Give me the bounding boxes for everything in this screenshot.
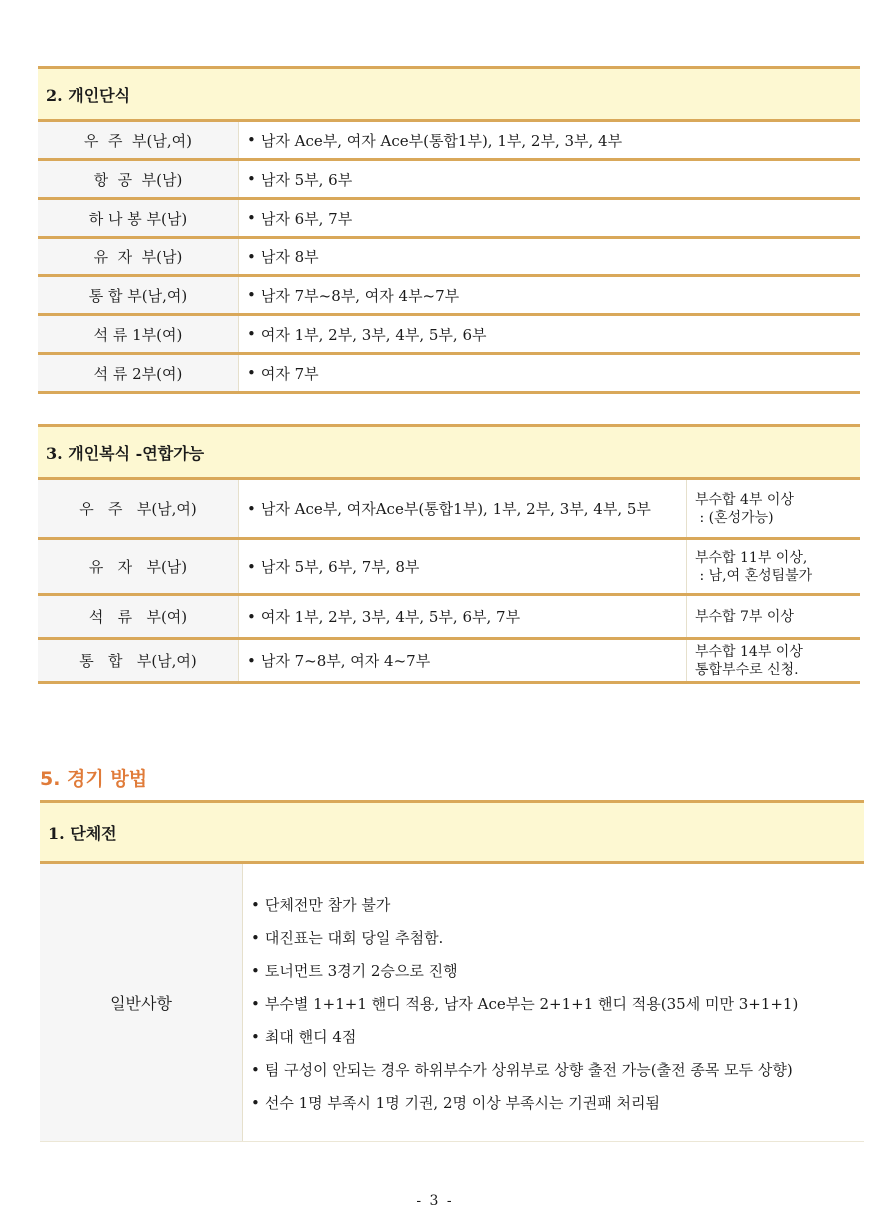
- division-note: [686, 480, 860, 537]
- table-row: [38, 161, 860, 200]
- division-note: [686, 540, 860, 593]
- note-line: : 남,여 혼성팀불가: [695, 567, 813, 584]
- bullet-icon: •: [247, 557, 256, 576]
- bullet-icon: •: [247, 247, 256, 266]
- team-body: [40, 864, 864, 1142]
- bullet-icon: •: [251, 1028, 260, 1046]
- division-content: • 남자 5부, 6부, 7부, 8부: [247, 557, 420, 576]
- note-line: 부수합 11부 이상,: [695, 549, 808, 566]
- bullet-icon: •: [247, 607, 256, 626]
- table-row: [38, 122, 860, 161]
- table-row: [38, 480, 860, 540]
- list-item: • 팀 구성이 안되는 경우 하위부수가 상위부로 상향 출전 가능(출전 종목 모두 상향): [251, 1061, 793, 1079]
- note-line: : (혼성가능): [695, 509, 774, 526]
- division-label: 통 합 부(남,여): [38, 640, 239, 681]
- section-heading: 5. 경기 방법: [40, 768, 148, 790]
- table-row: [38, 239, 860, 277]
- division-label: 석 류 부(여): [38, 596, 239, 637]
- division-content: • 여자 1부, 2부, 3부, 4부, 5부, 6부: [247, 325, 487, 344]
- division-label: 우 주 부(남,여): [38, 480, 239, 537]
- division-label: 우 주 부(남,여): [38, 122, 239, 158]
- bullet-icon: •: [247, 325, 256, 343]
- note-line: 부수합 7부 이상: [695, 608, 794, 625]
- table-row: [38, 596, 860, 640]
- list-item: • 대진표는 대회 당일 추첨함.: [251, 929, 444, 947]
- division-content: • 남자 Ace부, 여자 Ace부(통합1부), 1부, 2부, 3부, 4부: [247, 131, 623, 150]
- division-label: 통 합 부(남,여): [38, 277, 239, 313]
- singles-section: [38, 66, 860, 394]
- note-line: 부수합 14부 이상: [695, 643, 803, 660]
- list-item: • 선수 1명 부족시 1명 기권, 2명 이상 부족시는 기권패 처리됨: [251, 1094, 660, 1112]
- table-row: [38, 640, 860, 684]
- division-content: • 남자 5부, 6부: [247, 170, 353, 189]
- bullet-icon: •: [251, 1061, 260, 1079]
- note-line: 통합부수로 신청.: [695, 661, 799, 678]
- bullet-icon: •: [247, 131, 256, 149]
- bullet-icon: •: [251, 896, 260, 914]
- bullet-icon: •: [251, 995, 260, 1013]
- bullet-icon: •: [251, 1094, 260, 1112]
- division-label: 유 자 부(남): [38, 540, 239, 593]
- team-section: [40, 800, 864, 1142]
- bullet-icon: •: [247, 651, 256, 670]
- division-content: • 남자 Ace부, 여자Ace부(통합1부), 1부, 2부, 3부, 4부, 5부: [247, 499, 651, 518]
- bullet-icon: •: [251, 929, 260, 947]
- team-title: 1. 단체전: [40, 800, 864, 864]
- bullet-icon: •: [251, 962, 260, 980]
- division-label: 석 류 1부(여): [38, 316, 239, 352]
- division-content: • 남자 7~8부, 여자 4~7부: [247, 651, 431, 670]
- division-note: [686, 640, 860, 681]
- doubles-section: [38, 424, 860, 684]
- division-label: 하 나 봉 부(남): [38, 200, 239, 236]
- division-content: • 여자 7부: [247, 364, 319, 383]
- division-content: • 남자 6부, 7부: [247, 209, 353, 228]
- table-row: [38, 277, 860, 316]
- table-row: [38, 540, 860, 596]
- division-label: 석 류 2부(여): [38, 355, 239, 391]
- bullet-icon: •: [247, 364, 256, 382]
- bullet-icon: •: [247, 209, 256, 227]
- division-content: • 남자 8부: [247, 247, 319, 266]
- division-content: • 남자 7부~8부, 여자 4부~7부: [247, 286, 460, 305]
- bullet-icon: •: [247, 286, 256, 304]
- page-number: - 3 -: [416, 1193, 454, 1209]
- list-item: • 최대 핸디 4점: [251, 1028, 357, 1046]
- bullet-icon: •: [247, 170, 256, 188]
- list-item: • 부수별 1+1+1 핸디 적용, 남자 Ace부는 2+1+1 핸디 적용(35세 미만 3+1+1): [251, 995, 799, 1013]
- singles-title: 2. 개인단식: [38, 66, 860, 122]
- note-line: 부수합 4부 이상: [695, 491, 794, 508]
- list-item: • 토너먼트 3경기 2승으로 진행: [251, 962, 458, 980]
- table-row: [38, 316, 860, 355]
- table-row: [38, 200, 860, 239]
- division-content: • 여자 1부, 2부, 3부, 4부, 5부, 6부, 7부: [247, 607, 521, 626]
- general-label: 일반사항: [40, 864, 243, 1141]
- doubles-title: 3. 개인복식 -연합가능: [38, 424, 860, 480]
- division-label: 항 공 부(남): [38, 161, 239, 197]
- division-label: 유 자 부(남): [38, 239, 239, 274]
- list-item: • 단체전만 참가 불가: [251, 896, 391, 914]
- bullet-icon: •: [247, 499, 256, 518]
- division-note: [686, 596, 860, 637]
- rules-list: [243, 864, 798, 1141]
- table-row: [38, 355, 860, 394]
